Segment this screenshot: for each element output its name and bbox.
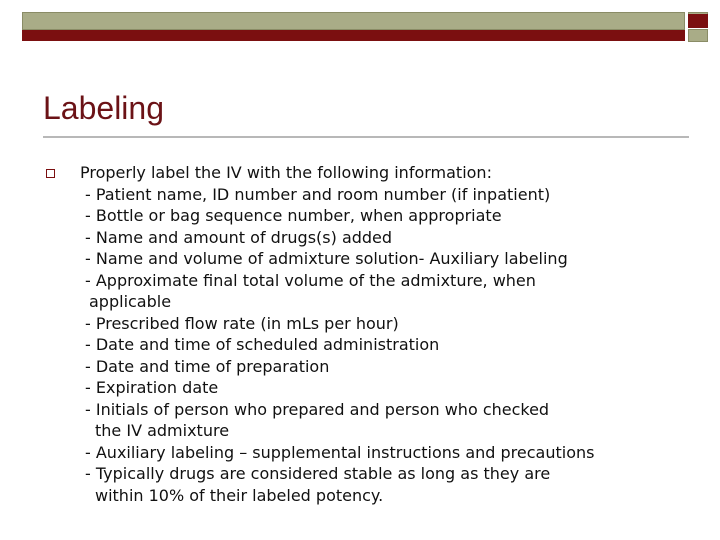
list-item: - Auxiliary labeling – supplemental instructions and precautions [85,442,595,462]
corner-square-red [688,14,708,28]
list-item: - Approximate final total volume of the admixture, when [85,270,536,290]
list-item: - Expiration date [85,378,219,397]
list-item: - Date and time of preparation [85,356,330,376]
header-band-olive [22,12,685,30]
body-intro: Properly label the IV with the following information: [80,163,492,182]
list-item: - Initials of person who prepared and person who checked [85,399,550,419]
list-item: - Prescribed flow rate (in mLs per hour) [85,313,399,333]
list-item-continuation: the IV admixture [95,421,230,440]
header-band-red [22,30,685,41]
square-bullet-icon [46,169,55,178]
list-item: - Typically drugs are considered stable as long as they are [85,464,551,483]
list-item: - Bottle or bag sequence number, when appropriate [85,206,502,225]
slide-title: Labeling [43,90,164,126]
list-item: - Patient name, ID number and room number (if inpatient) [85,184,551,204]
list-item: - Name and amount of drugs(s) added [85,227,393,247]
list-item-continuation: within 10% of their labeled potency. [95,485,384,505]
list-item-continuation: applicable [89,292,172,311]
list-item: - Date and time of scheduled administration [85,335,440,354]
title-divider [43,136,689,138]
list-item: - Name and volume of admixture solution- Auxiliary labeling [85,249,568,268]
slide-body [80,162,700,506]
corner-square-bottom [688,29,708,42]
